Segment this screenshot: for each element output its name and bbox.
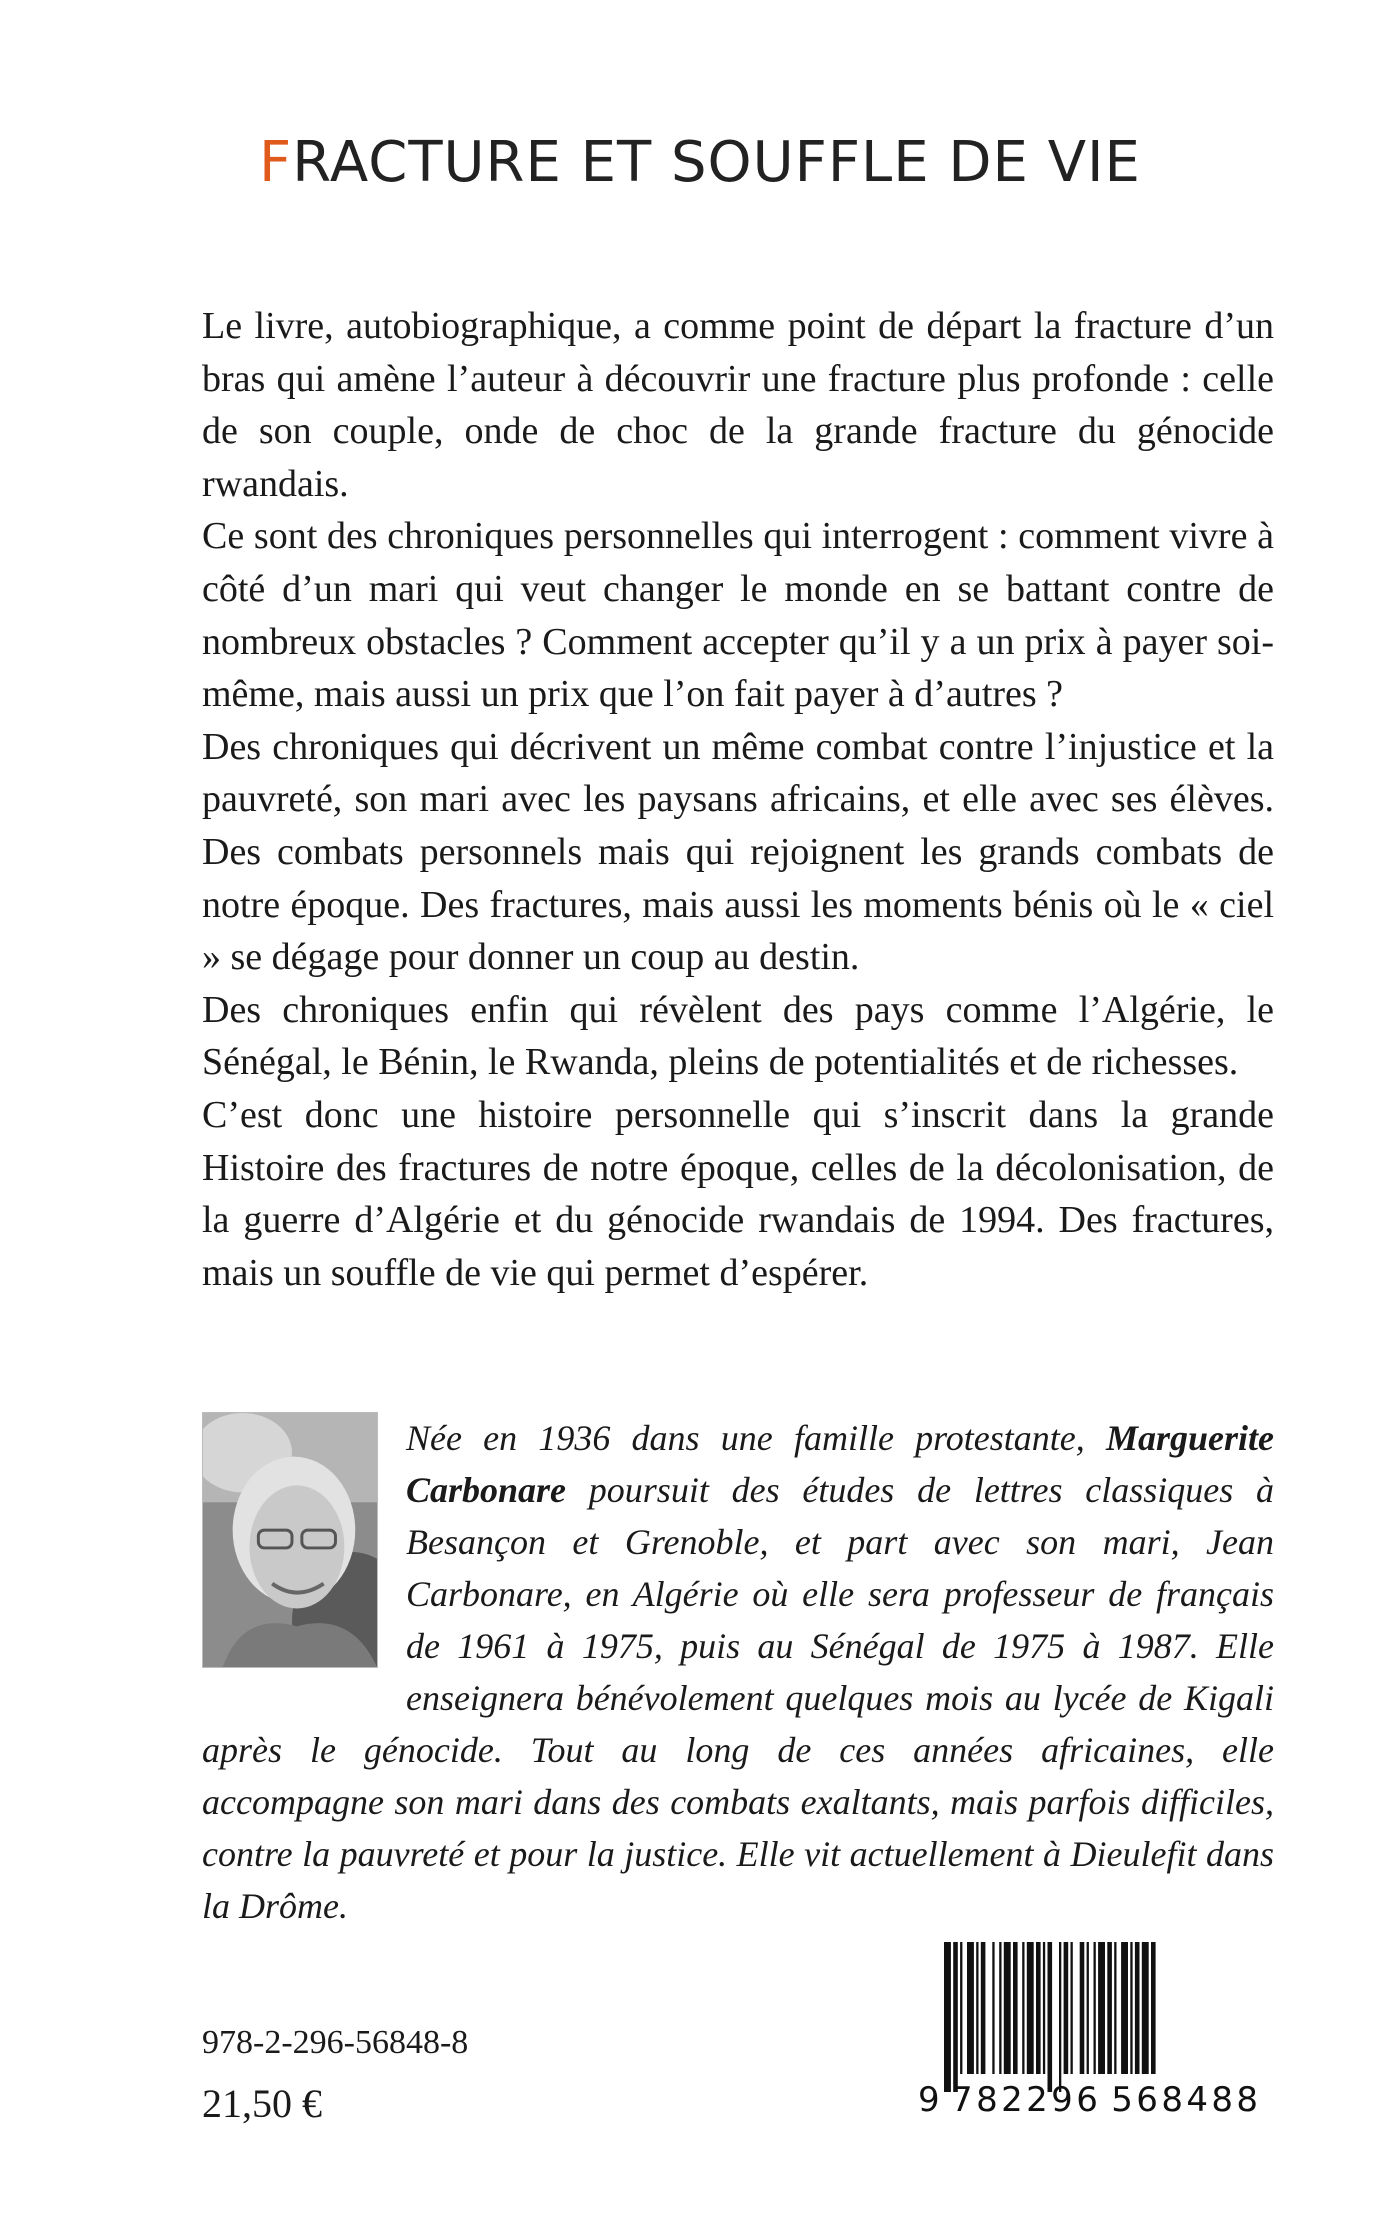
barcode-bar: [944, 1942, 951, 2092]
barcode-bar: [992, 1942, 994, 2074]
barcode-bar: [1094, 1942, 1096, 2074]
summary-paragraph: Le livre, autobiographique, a comme point de départ la fracture d’un bras qui amène l’auteur à découvrir une fracture plus profonde : celle de son couple, onde de choc de la grande fracture du génocide rwandais.: [202, 305, 1274, 505]
barcode-bar: [1135, 1942, 1140, 2074]
barcode-bar: [967, 1942, 974, 2074]
title-rest: RACTURE ET SOUFFLE DE VIE: [292, 130, 1141, 195]
barcode-bar: [1022, 1942, 1024, 2074]
barcode-bar: [1004, 1942, 1011, 2074]
barcode-bar: [1151, 1942, 1156, 2074]
summary-paragraph: Des chroniques qui décrivent un même combat contre l’injustice et la pauvreté, son mari avec les paysans africains, et elle avec ses élèves. Des combats personnels mais qui rejoignent les grands combats de notre époque. Des fractures, mais aussi les moments bénis où le « ciel » se dégage pour donner un coup au destin.: [202, 725, 1274, 979]
barcode-bar: [981, 1942, 986, 2074]
barcode-left-group: 782296: [951, 2080, 1102, 2120]
barcode-digits: [918, 2080, 1263, 2120]
barcode-bar: [1121, 1942, 1128, 2074]
barcode-lead-digit: 9: [918, 2080, 944, 2120]
isbn-number: 978-2-296-56848-8: [202, 2024, 469, 2061]
barcode-bar: [1142, 1942, 1149, 2074]
barcode-bar: [1043, 1942, 1045, 2074]
bio-intro: Née en 1936 dans une famille protestante,: [406, 1418, 1106, 1458]
barcode-bar: [1130, 1942, 1132, 2074]
barcode-bar: [1036, 1942, 1041, 2074]
barcode-bar: [1114, 1942, 1116, 2074]
bio-body: poursuit des études de lettres classiques à Besançon et Grenoble, et part avec son mari, Jean Carbonare, en Algérie où elle sera professeur de français de 1961 à 1975, puis au Sénégal de 1975 à 1987. Elle enseignera bénévolement quelques mois au lycée de Kigali après le génocide. Tout au long de ces années africaines, elle accompagne son mari dans des combats exaltants, mais parfois difficiles, contre la pauvreté et pour la justice. Elle vit actuellement à Dieulefit dans la Drôme.: [202, 1470, 1274, 1926]
barcode-right-group: 568488: [1111, 2080, 1262, 2120]
barcode-bar: [1107, 1942, 1112, 2074]
barcode-bar: [999, 1942, 1001, 2074]
author-name: Marguerite Carbonare: [406, 1418, 1274, 1510]
author-photo: [202, 1412, 378, 1668]
back-cover-summary: [202, 300, 1274, 1299]
barcode-bar: [1048, 1942, 1053, 2092]
barcode-bar: [1059, 1942, 1061, 2092]
title-first-letter: F: [259, 130, 293, 195]
price: 21,50 €: [202, 2081, 322, 2126]
barcode-bar: [953, 1942, 958, 2092]
barcode-bar: [1064, 1942, 1069, 2074]
book-title: [0, 130, 1400, 195]
barcode-bar: [960, 1942, 962, 2074]
summary-paragraph: Des chroniques enfin qui révèlent des pays comme l’Algérie, le Sénégal, le Bénin, le Rwanda, pleins de potentialités et de richesses.: [202, 988, 1274, 1084]
summary-paragraph: C’est donc une histoire personnelle qui s’inscrit dans la grande Histoire des fractures de notre époque, celles de la décolonisation, de la guerre d’Algérie et du génocide rwandais de 1994. Des fractures, mais un souffle de vie qui permet d’espérer.: [202, 1093, 1274, 1294]
barcode-bar: [1013, 1942, 1018, 2074]
summary-paragraph: Ce sont des chroniques personnelles qui interrogent : comment vivre à côté d’un mari qui veut changer le monde en se battant contre de nombreux obstacles ? Comment accepter qu’il y a un prix à payer soi-même, mais aussi un prix que l’on fait payer à d’autres ?: [202, 515, 1274, 716]
barcode-bar: [1027, 1942, 1034, 2074]
barcode-bar: [1098, 1942, 1105, 2074]
barcode-bar: [1080, 1942, 1085, 2074]
barcode-bar: [1087, 1942, 1089, 2074]
barcode-bar: [1071, 1942, 1073, 2074]
barcode-bar: [976, 1942, 978, 2074]
